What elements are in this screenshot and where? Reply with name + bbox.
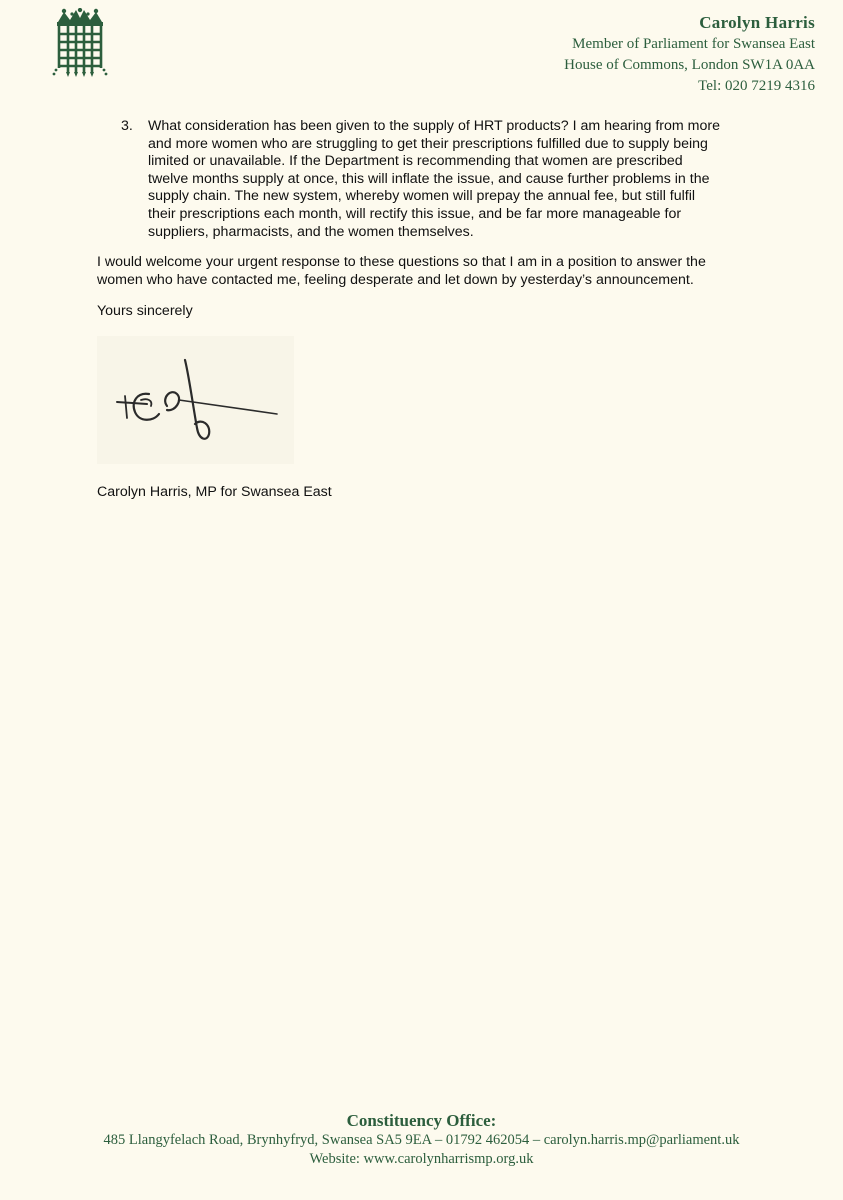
footer-title: Constituency Office: (346, 1111, 497, 1130)
portcullis-icon (50, 8, 110, 78)
signer-name: Carolyn Harris, MP for Swansea East (97, 484, 332, 500)
mp-name: Carolyn Harris (699, 13, 815, 32)
question-number: 3. (121, 118, 133, 134)
mp-constituency: Member of Parliament for Swansea East (572, 36, 815, 52)
letterhead (564, 12, 815, 97)
signature-image (97, 336, 294, 464)
question-text: What consideration has been given to the supply of HRT products? I am hearing from more and more women who are struggling to get their prescriptions fulfilled due to supply being limited or unavailable. If the Department is recommending that women are prescribed twelve months supply at once, this will inflate the issue, and cause further problems in the supply chain. The new system, whereby women will prepay the annual fee, but still fulfil their prescriptions each month, will rectify this issue, and be far more manageable for suppliers, pharmacists, and the women themselves. (148, 118, 721, 240)
numbered-question (97, 118, 737, 241)
footer (0, 1111, 843, 1169)
footer-website: Website: www.carolynharrismp.org.uk (309, 1151, 534, 1167)
mp-telephone: Tel: 020 7219 4316 (698, 78, 815, 94)
closing-salutation: Yours sincerely (97, 303, 193, 319)
footer-address: 485 Llangyfelach Road, Brynhyfryd, Swansea SA5 9EA – 01792 462054 – carolyn.harris.mp@parliament.uk (103, 1132, 740, 1148)
mp-address: House of Commons, London SW1A 0AA (564, 57, 815, 73)
request-paragraph: I would welcome your urgent response to these questions so that I am in a position to answer the women who have contacted me, feeling desperate and let down by yesterday’s announcement. (97, 254, 706, 288)
